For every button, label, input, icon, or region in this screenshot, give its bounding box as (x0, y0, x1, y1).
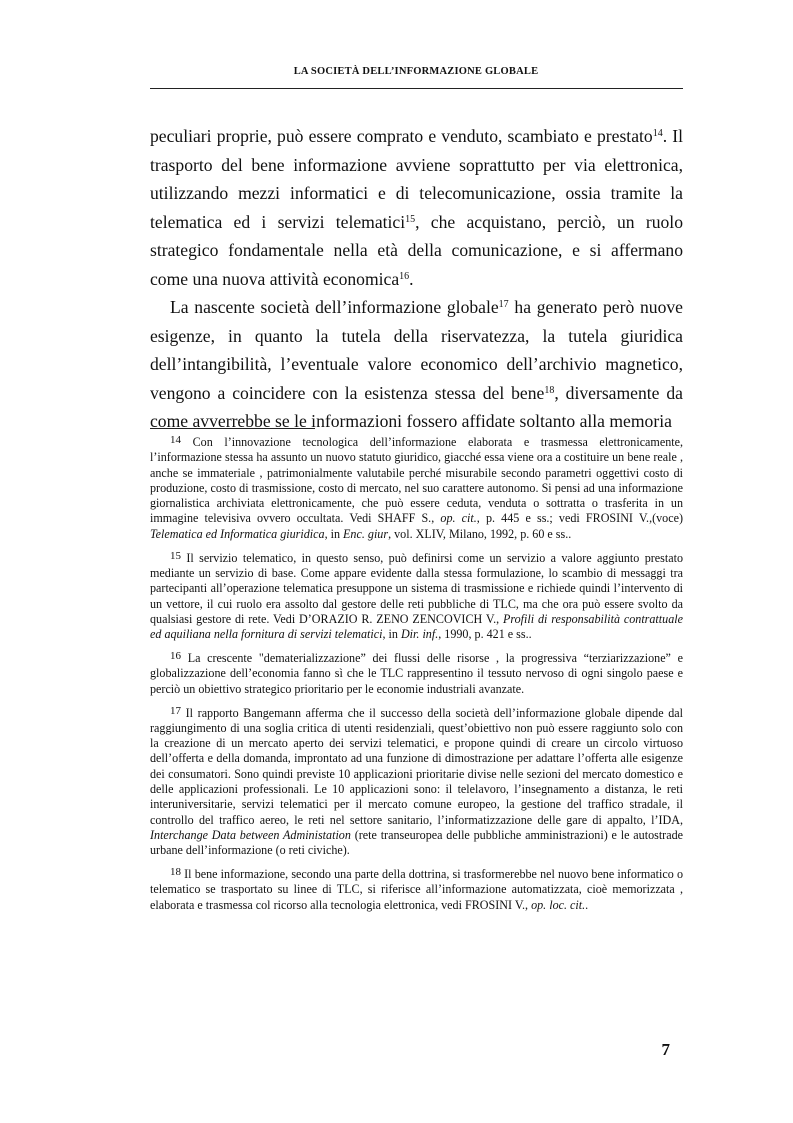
paragraph-1 (150, 122, 683, 293)
text-span: , in (382, 627, 401, 642)
footnote-ref-15[interactable]: 15 (405, 213, 416, 225)
footnote-16 (150, 651, 683, 697)
text-span: , p. 445 e ss.; vedi FROSINI V.,(voce) (476, 511, 683, 526)
header-rule (150, 88, 683, 89)
footnote-number: 14 (170, 434, 181, 446)
footnote-ref-14[interactable]: 14 (652, 128, 663, 139)
text-span: Con l’innovazione tecnologica dell’informazione elaborata e trasmessa elettronicamente, l’informazione stessa ha assunto un nuovo statuto giuridico, giacché essa viene ora a costituire un bene reale , anche se immateriale , patrimonialmente valutabile perché misurabile secondo parametri oggettivi costo di produzione, costo di trasmissione, costo di mercato, nel suo carattere autonomo. Si pensi ad una informazione giornalistica archiviata elettronicamente, che può essere ceduta, venduta o sottratta o trasferita in un immagine televisiva ovvero occultata. Vedi SHAFF S., (150, 435, 683, 526)
footnote-ref-17[interactable]: 17 (498, 299, 509, 310)
text-span: , diversamente da come avverrebbe se le informazioni fossero affidate soltanto alla memoria (150, 382, 683, 431)
text-span: , che acquistano, perciò, un ruolo strategico fondamentale nella età della comunicazione, e si affermano come una nuova attività economica (150, 211, 683, 289)
text-span: , 1990, p. 421 e ss.. (438, 627, 532, 642)
text-span: peculiari proprie, può essere comprato e venduto, scambiato e prestato (150, 126, 653, 146)
text-span: La crescente "dematerializzazione” dei flussi delle risorse , la progressiva “terziarizzazione” e globalizzazione dell’economia fanno sì che le TLC rappresentino il tessuto nervoso di ogni singolo paese e perciò un obiettivo strategico prioritario per le economie industriali avanzate. (150, 651, 683, 696)
text-span: Il rapporto Bangemann afferma che il successo della società dell’informazione globale dipende dal raggiungimento di una soglia critica di utenti residenziali, quest’obiettivo non può essere raggiunto solo con la creazione di un mercato aperto dei servizi telematici, e propone quindi di creare un circolo virtuoso dell’offerta e della domanda, improntato ad una funzione di dimostrazione per adattare l’offerta alle esigenze dei consumatori. Sono quindi previste 10 applicazioni prioritarie divise nelle sezioni del mercato domestico e delle applicazioni professionali. Le 10 applicazioni sono: il telelavoro, l’insegnamento a distanza, le reti interuniversitarie, servizi telematici per il mercato comune europeo, la gestione del traffico stradale, il controllo del traffico aereo, le reti nel settore sanitario, l’informatizzazione delle gare di appalto, l’IDA, (150, 705, 683, 827)
italic-citation: Telematica ed Informatica giuridica (150, 526, 325, 541)
italic-citation: Dir. inf. (400, 627, 439, 642)
text-span: . Il trasporto del bene informazione avviene soprattutto per via elettronica, utilizzando mezzi informatici e di telecomunicazione, ossia tramite la telematica ed i servizi telematici (150, 126, 683, 232)
italic-citation: Interchange Data between Administation (150, 827, 351, 842)
italic-citation: op. cit. (440, 511, 477, 526)
footnote-ref-18[interactable]: 18 (544, 384, 555, 396)
footnote-number: 18 (170, 866, 181, 879)
italic-citation: op. loc. cit. (531, 897, 586, 912)
footnote-18 (150, 867, 683, 913)
footnote-number: 16 (170, 650, 181, 663)
page-number: 7 (661, 1040, 670, 1059)
running-header: LA SOCIETÀ DELL’INFORMAZIONE GLOBALE (293, 66, 539, 77)
footnote-17 (150, 706, 683, 859)
italic-citation: Profili di responsabilità contrattuale ed aquiliana nella fornitura di servizi telematici (150, 611, 683, 642)
text-span: La nascente società dell’informazione globale (170, 297, 499, 317)
footnotes (150, 435, 683, 922)
body-text (150, 122, 683, 436)
footnote-15 (150, 551, 683, 643)
footnote-14 (150, 435, 683, 542)
footnote-ref-16[interactable]: 16 (399, 270, 410, 282)
text-span: Il servizio telematico, in questo senso, può definirsi come un servizio a valore aggiunto prestato mediante un servizio di base. Come appare evidente dalla stessa formulazione, lo scambio di messaggi tra partecipanti all’operazione telematica presuppone un sistema di trasmissione e richiede quindi l’intervento di un vettore, il cui ruolo era assolto dal gestore delle reti pubbliche di TLC, ma che ora può essere svolto da qualsiasi gestore di rete. Vedi D’ORAZIO R. ZENO ZENCOVICH V., (150, 550, 683, 626)
italic-citation: Enc. giur (343, 526, 389, 541)
footnote-number: 15 (170, 549, 181, 562)
text-span: , vol. XLIV, Milano, 1992, p. 60 e ss.. (388, 526, 572, 541)
footnote-separator (150, 428, 315, 429)
text-span: . (409, 268, 414, 289)
paragraph-2 (150, 293, 683, 436)
text-span: ha generato però nuove esigenze, in quanto la tutela della riservatezza, la tutela giuridica dell’intangibilità, l’eventuale valore economico dell’archivio magnetico, vengono a coincidere con la esistenza stessa del bene (150, 297, 683, 403)
footnote-number: 17 (170, 704, 181, 717)
text-span: (rete transeuropea delle pubbliche amministrazioni) e le autostrade urbane dell’informazione (o reti civiche). (150, 827, 683, 858)
text-span: . (585, 897, 589, 912)
text-span: , in (324, 526, 344, 541)
text-span: Il bene informazione, secondo una parte della dottrina, si trasformerebbe nel nuovo bene informatico o telematico se trasportato su linee di TLC, si riferisce all’informazione automatizzata, cioè memorizzata , elaborata e trasmessa col ricorso alla tecnologia elettronica, vedi FROSINI V., (150, 867, 683, 912)
